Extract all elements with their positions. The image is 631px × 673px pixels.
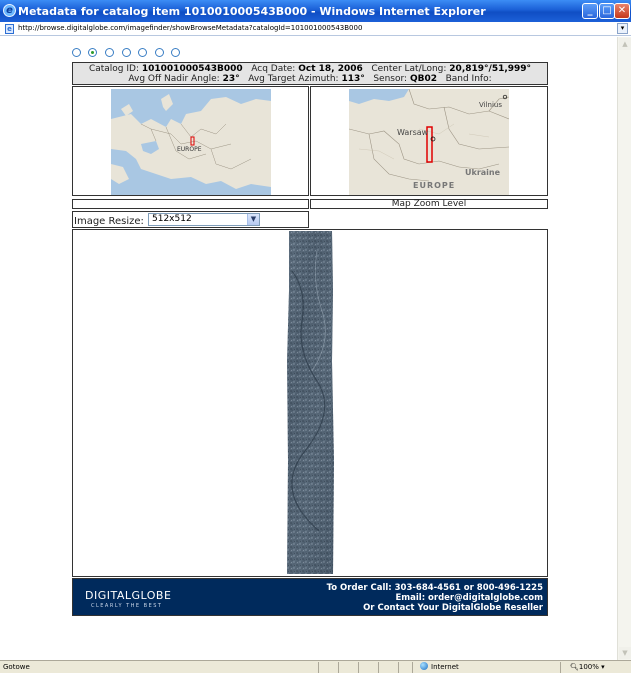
globe-icon [420,662,428,670]
status-divider [358,662,359,673]
satellite-image[interactable] [287,231,334,574]
status-divider [560,662,561,673]
vertical-scrollbar[interactable] [617,37,631,660]
status-divider [378,662,379,673]
window-titlebar [0,0,631,22]
logo-tagline: CLEARLY THE BEST [91,603,163,609]
radio-7[interactable] [171,48,180,57]
contact-info [327,583,543,613]
window-title: Metadata for catalog item 101001000543B000 - Windows Internet Explorer [18,5,486,18]
center-label: Center Lat/Long: [371,64,447,74]
address-dropdown-icon[interactable]: ▾ [617,23,628,34]
footer-banner [72,578,548,616]
overview-map-panel [72,86,309,196]
magnifier-icon: 🔍︎ [570,663,579,671]
status-text: Gotowe [3,663,30,671]
metadata-panel [72,62,548,85]
nadir-value: 23° [222,74,240,84]
sensor-label: Sensor: [373,74,408,84]
radio-6[interactable] [155,48,164,57]
overview-caption [72,199,309,209]
status-bar [0,660,631,673]
image-resize-select[interactable] [148,213,260,226]
page-icon: e [5,24,14,34]
zoom-value: 100% [578,663,599,671]
nadir-label: Avg Off Nadir Angle: [128,74,220,84]
metadata-line-2 [73,74,547,84]
sensor-value: QB02 [409,74,437,84]
overview-map[interactable] [111,89,271,195]
catalog-id-label: Catalog ID: [88,64,139,74]
overview-region-label: EUROPE [177,146,202,153]
zoom-map[interactable] [349,89,509,195]
zoom-level[interactable]: 🔍︎100% ▾ [570,663,605,671]
order-phone: To Order Call: 303-684-4561 or 800-496-1225 [326,583,543,593]
chevron-down-icon[interactable]: ▼ [247,214,259,225]
ie-logo-icon: e [3,4,16,17]
scroll-up-icon[interactable]: ▲ [619,38,631,50]
address-bar[interactable] [0,22,631,36]
scroll-down-icon[interactable]: ▼ [619,647,631,659]
radio-1[interactable] [72,48,81,57]
zoom-map-panel [310,86,548,196]
radio-2[interactable] [88,48,97,57]
status-divider [412,662,413,673]
zoom-region-label: EUROPE [413,181,456,190]
city-warsaw-label: Warsaw [397,128,429,137]
close-button[interactable]: ✕ [614,3,630,19]
reseller-note: Or Contact Your DigitalGlobe Reseller [363,603,543,613]
acq-date-label: Acq Date: [251,64,296,74]
radio-3[interactable] [105,48,114,57]
zone-label: Internet [431,663,459,671]
zoom-caption: Map Zoom Level [310,199,548,209]
acq-date-value: Oct 18, 2006 [298,64,363,74]
status-divider [318,662,319,673]
image-resize-panel [72,211,309,228]
city-vilnius-label: Vilnius [479,101,502,109]
catalog-id-value: 101001000543B000 [141,64,243,74]
image-resize-label: Image Resize: [74,216,144,227]
country-ukraine-label: Ukraine [465,168,501,177]
radio-5[interactable] [138,48,147,57]
maximize-button[interactable]: □ [599,3,615,19]
page-content [0,37,617,660]
center-value: 20,819°/51,999° [449,64,532,74]
digitalglobe-logo[interactable]: DIGITALGLOBE [85,589,172,602]
status-divider [338,662,339,673]
image-resize-value: 512x512 [152,214,192,224]
radio-4[interactable] [122,48,131,57]
browse-image-panel [72,229,548,577]
azimuth-label: Avg Target Azimuth: [248,74,339,84]
security-zone[interactable] [420,661,459,673]
azimuth-value: 113° [341,74,365,84]
minimize-button[interactable]: _ [582,3,598,19]
band-info-label: Band Info: [445,74,492,84]
radio-selected-dot [91,51,94,54]
order-email[interactable]: Email: order@digitalglobe.com [395,593,543,603]
metadata-line-1 [73,64,547,74]
address-url[interactable]: http://browse.digitalglobe.com/imagefinder/showBrowseMetadata?catalogId=101001000543B000 [18,24,363,32]
status-divider [398,662,399,673]
